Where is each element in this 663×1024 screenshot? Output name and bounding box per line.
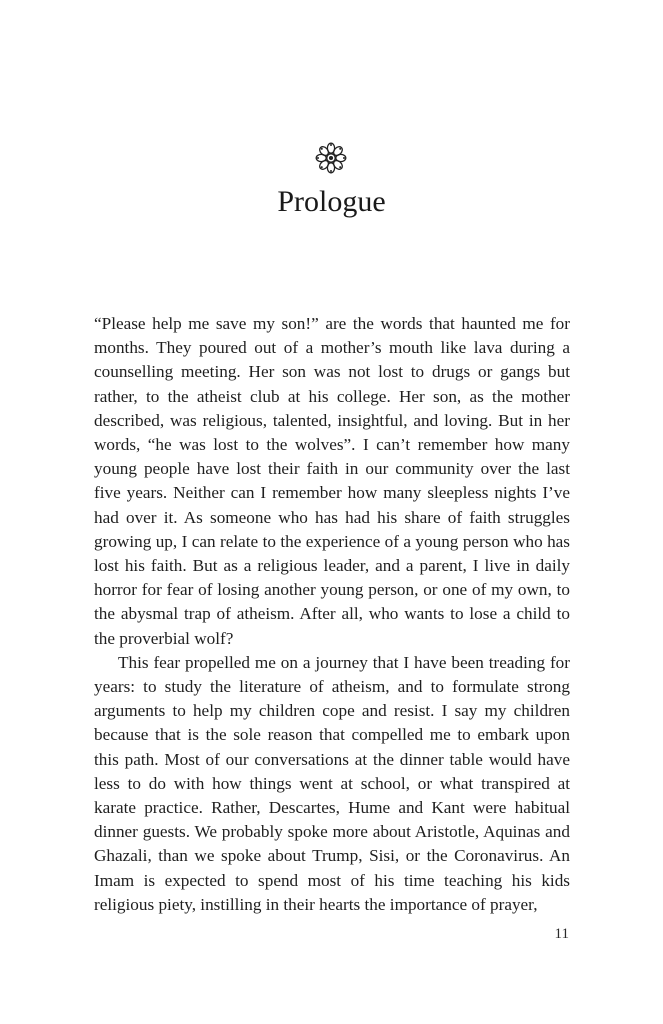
paragraph-1: “Please help me save my son!” are the words that haunted me for months. They poured out of a mother’s mouth like lava during a counselling meeting. Her son was not lost to drugs or gangs but rather, to the atheist club at his college. Her son, as the mother described, was religious, talented, insightful, and loving. But in her words, “he was lost to the wolves”. I can’t remember how many young people have lost their faith in our community over the last five years. Neither can I remember how many sleepless nights I’ve had over it. As someone who has had his share of faith struggles growing up, I can relate to the experience of a young person who has lost his faith. But as a religious leader, and a parent, I live in daily horror for fear of losing another young person, or one of my own, to the abysmal trap of atheism. After all, who wants to lose a child to the proverbial wolf? [94, 314, 570, 648]
body-text [94, 312, 570, 917]
page-number: 11 [554, 926, 569, 942]
floral-ornament-icon [313, 140, 349, 176]
chapter-title: Prologue [277, 185, 386, 218]
paragraph-2: This fear propelled me on a journey that I have been treading for years: to study the literature of atheism, and to formulate strong arguments to help my children cope and resist. I say my children because that is the sole reason that compelled me to embark upon this path. Most of our conversations at the dinner table would have less to do with how things went at school, or what transpired at karate practice. Rather, Descartes, Hume and Kant were habitual dinner guests. We probably spoke more about Aristotle, Aquinas and Ghazali, than we spoke about Trump, Sisi, or the Coronavirus. An Imam is expected to spend most of his time teaching his kids religious piety, instilling in their hearts the importance of prayer, [94, 652, 570, 914]
